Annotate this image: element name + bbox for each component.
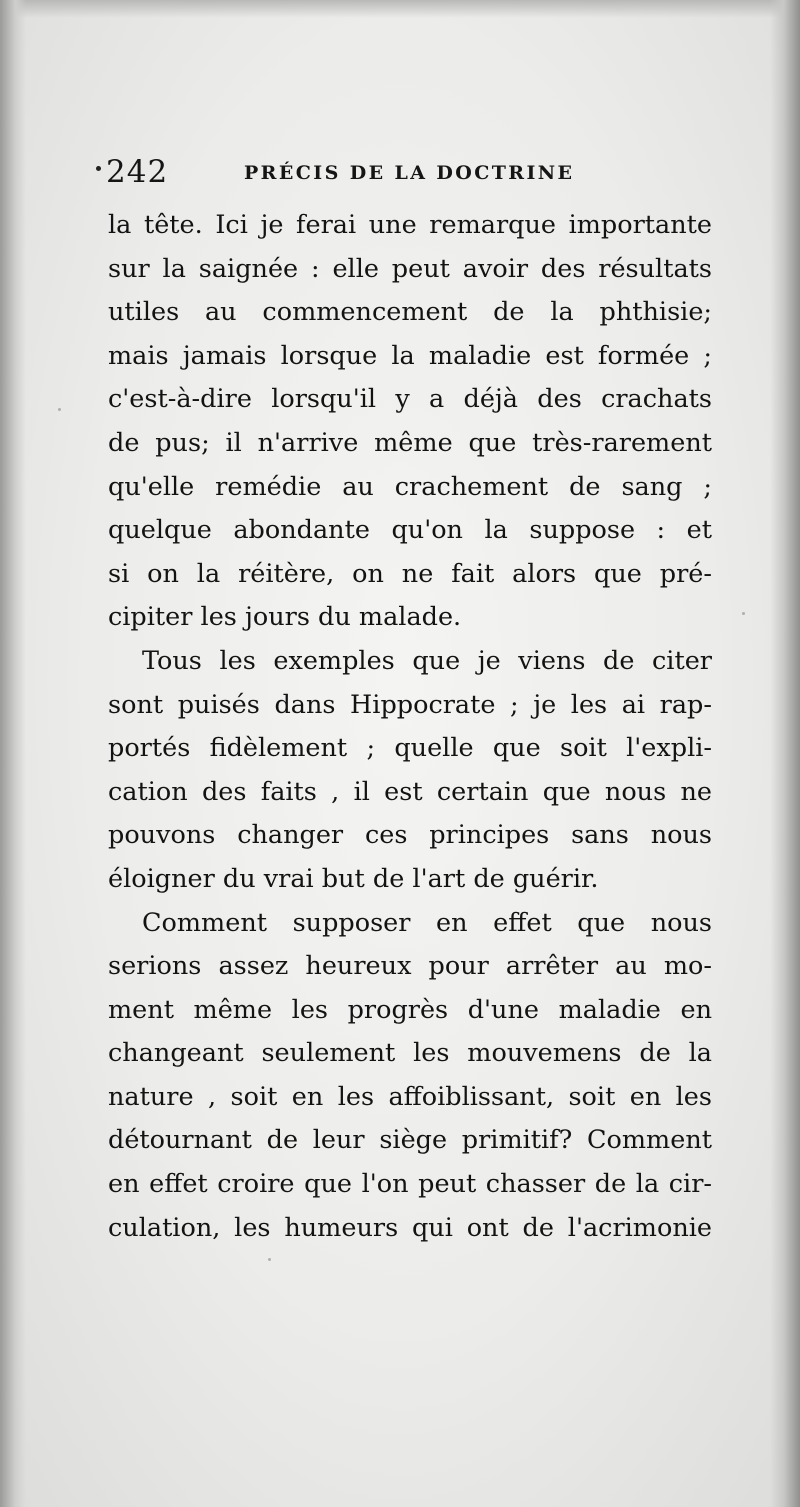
text-line: pouvons changer ces principes sans nous [108, 820, 712, 851]
text-line: de pus; il n'arrive même que très-rarement [108, 427, 712, 458]
text-line: si on la réitère, on ne fait alors que pré- [108, 558, 712, 589]
text-line: c'est-à-dire lorsqu'il y a déjà des crachats [108, 384, 712, 415]
text-line: sont puisés dans Hippocrate ; je les ai rap- [108, 689, 712, 720]
text-line: culation, les humeurs qui ont de l'acrimonie [108, 1212, 712, 1243]
text-line: la tête. Ici je ferai une remarque importante [108, 210, 712, 240]
text-line: mais jamais lorsque la maladie est formée ; [108, 340, 712, 371]
text-line: cipiter les jours du malade. [108, 602, 462, 633]
text-line: en effet croire que l'on peut chasser de la cir- [108, 1169, 712, 1200]
paragraph-3 [108, 902, 712, 1251]
text-line: qu'elle remédie au crachement de sang ; [108, 471, 712, 502]
text-line: cation des faits , il est certain que nous ne [108, 776, 712, 807]
text-line: serions assez heureux pour arrêter au mo- [108, 951, 712, 982]
running-head: PRÉCIS DE LA DOCTRINE [244, 162, 575, 184]
page-header [96, 152, 716, 196]
paper-speck [58, 408, 61, 411]
page-left-shadow [0, 0, 26, 1507]
text-line: quelque abondante qu'on la suppose : et [108, 515, 712, 546]
text-line: ment même les progrès d'une maladie en [108, 994, 712, 1025]
margin-dot [96, 166, 101, 171]
paragraph-2 [108, 640, 712, 902]
text-line: nature , soit en les affoiblissant, soit en les [108, 1081, 712, 1112]
paper-speck [268, 1258, 271, 1261]
text-line: Tous les exemples que je viens de citer [142, 645, 712, 676]
text-line: Comment supposer en effet que nous [142, 907, 712, 938]
text-line: portés fidèlement ; quelle que soit l'expli- [108, 733, 712, 764]
text-line: éloigner du vrai but de l'art de guérir. [108, 863, 599, 894]
page-top-shadow [0, 0, 800, 18]
text-line: sur la saignée : elle peut avoir des résultats [108, 253, 712, 284]
paragraph-1 [108, 204, 712, 640]
page-number: 242 [106, 154, 169, 190]
paper-speck [742, 612, 745, 615]
page-right-shadow [770, 0, 800, 1507]
text-line: détournant de leur siège primitif? Comment [108, 1125, 712, 1156]
text-line: utiles au commencement de la phthisie; [108, 297, 712, 328]
text-line: changeant seulement les mouvemens de la [108, 1038, 712, 1069]
body-text [108, 204, 712, 1250]
